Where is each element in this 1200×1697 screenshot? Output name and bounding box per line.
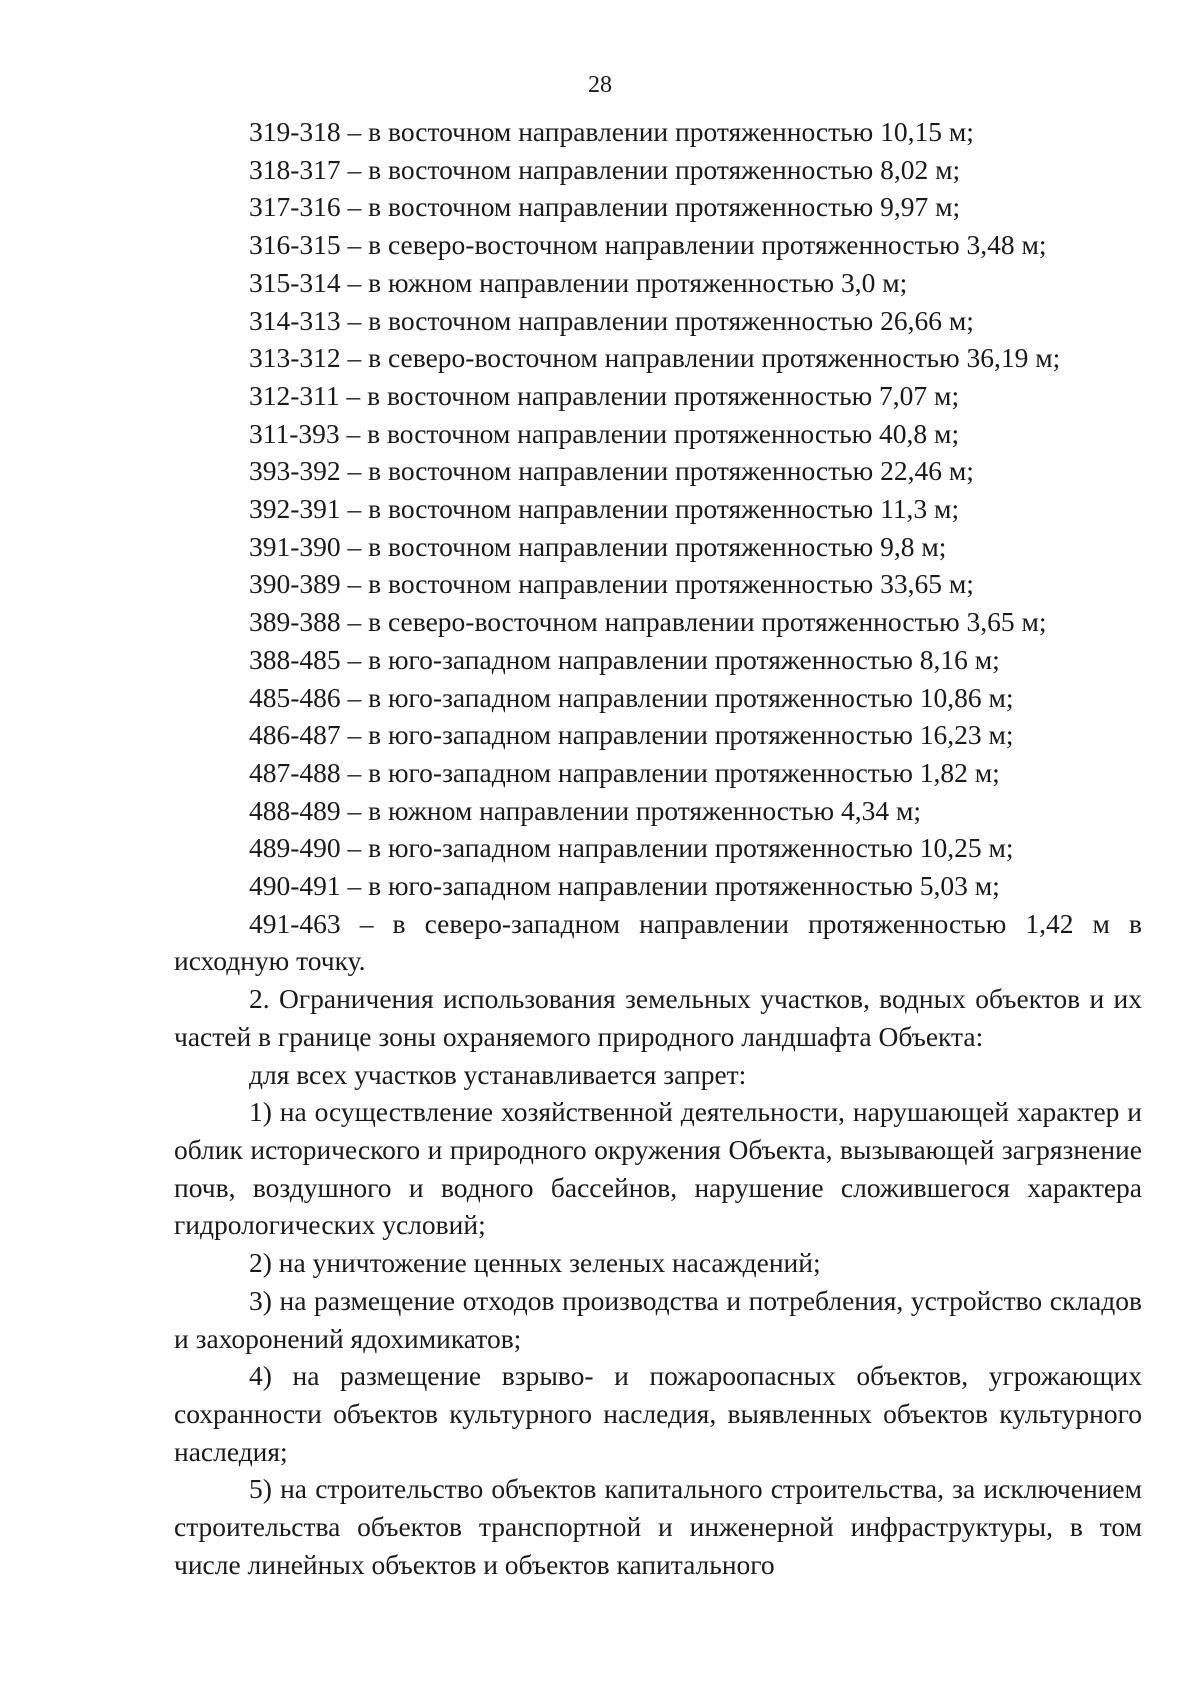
boundary-segment-line: 313-312 – в северо-восточном направлении протяженностью 36,19 м; — [249, 342, 1061, 374]
boundary-segment-line: 488-489 – в южном направлении протяженностью 4,34 м; — [249, 794, 922, 826]
prohibition-item-3: 3) на размещение отходов производства и потребления, устройство складов и захоронений ядохимикатов; — [174, 1284, 1142, 1354]
boundary-segment-line: 490-491 – в юго-западном направлении протяженностью 5,03 м; — [249, 870, 1000, 902]
boundary-segment-line: 316-315 – в северо-восточном направлении протяженностью 3,48 м; — [249, 229, 1047, 261]
boundary-segment-line: 392-391 – в восточном направлении протяженностью 11,3 м; — [249, 493, 960, 525]
boundary-segment-line: 319-318 – в восточном направлении протяженностью 10,15 м; — [249, 116, 974, 147]
document-body — [174, 113, 1142, 1583]
section-2-heading-paragraph: 2. Ограничения использования земельных участков, водных объектов и их частей в границе зоны охраняемого природного ландшафта Объекта: — [174, 983, 1142, 1052]
boundary-segment-line: 312-311 – в восточном направлении протяженностью 7,07 м; — [249, 379, 960, 411]
boundary-segment-line: 318-317 – в восточном направлении протяженностью 8,02 м; — [249, 153, 961, 185]
boundary-segment-line: 393-392 – в восточном направлении протяженностью 22,46 м; — [249, 455, 974, 487]
boundary-segment-line: 388-485 – в юго-западном направлении протяженностью 8,16 м; — [249, 643, 1000, 675]
boundary-segment-line: 314-313 – в восточном направлении протяженностью 26,66 м; — [249, 304, 974, 336]
boundary-segment-line: 391-390 – в восточном направлении протяженностью 9,8 м; — [249, 530, 947, 562]
boundary-segment-line: 489-490 – в юго-западном направлении протяженностью 10,25 м; — [249, 832, 1014, 864]
boundary-segment-line: 487-488 – в юго-западном направлении протяженностью 1,82 м; — [249, 756, 1000, 788]
boundary-segment-line: 389-388 – в северо-восточном направлении протяженностью 3,65 м; — [249, 606, 1047, 638]
prohibition-item-4: 4) на размещение взрыво- и пожароопасных объектов, угрожающих сохранности объектов культурного наследия, выявленных объектов культурного наследия; — [174, 1360, 1142, 1467]
boundary-segment-line: 486-487 – в юго-западном направлении протяженностью 16,23 м; — [249, 719, 1014, 751]
boundary-segment-line: 485-486 – в юго-западном направлении протяженностью 10,86 м; — [249, 681, 1014, 713]
prohibition-item-1: 1) на осуществление хозяйственной деятельности, нарушающей характер и облик исторического и природного окружения Объекта, вызывающей загрязнение почв, воздушного и водного бассейнов, нарушение сложившегося характера гидрологических условий; — [174, 1096, 1142, 1241]
prohibition-item-2: 2) на уничтожение ценных зеленых насаждений; — [249, 1247, 821, 1279]
boundary-segment-line: 315-314 – в южном направлении протяженностью 3,0 м; — [249, 266, 908, 298]
page-number: 28 — [588, 72, 612, 98]
boundary-segment-line: 390-389 – в восточном направлении протяженностью 33,65 м; — [249, 568, 974, 600]
prohibition-intro: для всех участков устанавливается запрет: — [249, 1058, 747, 1090]
prohibition-item-5: 5) на строительство объектов капитального строительства, за исключением строительства объектов транспортной и инженерной инфраструктуры, в том числе линейных объектов и объектов капитального — [174, 1473, 1142, 1580]
boundary-segment-line: 317-316 – в восточном направлении протяженностью 9,97 м; — [249, 191, 961, 223]
boundary-segment-line: 311-393 – в восточном направлении протяженностью 40,8 м; — [249, 417, 960, 449]
last-boundary-segment: 491-463 – в северо-западном направлении протяженностью 1,42 м в исходную точку. — [174, 907, 1142, 977]
